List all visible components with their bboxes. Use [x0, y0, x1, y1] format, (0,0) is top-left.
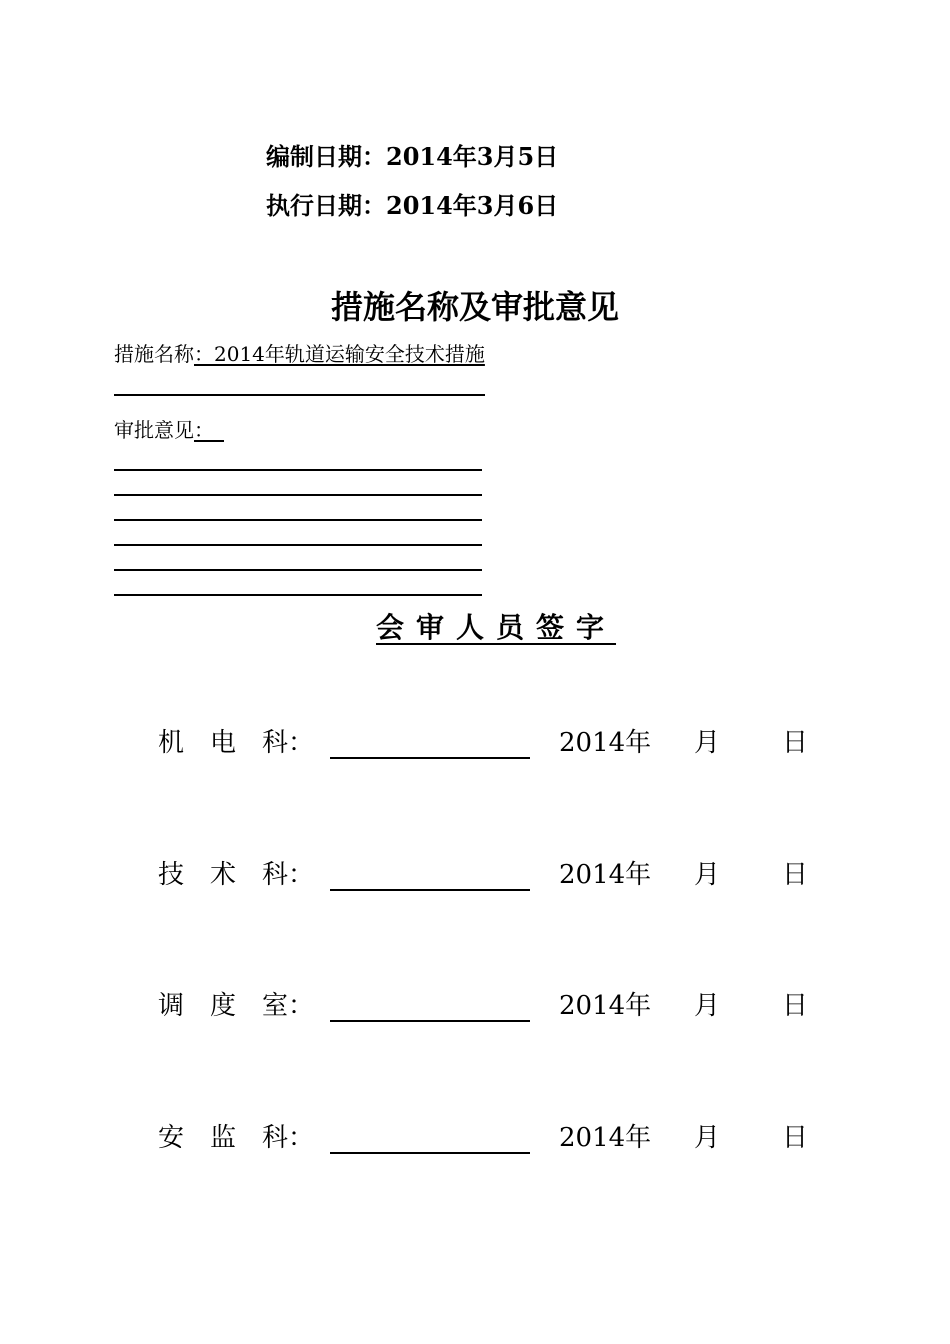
- signature-day: 日: [782, 728, 809, 758]
- execution-date: 执行日期：2014年3月6日: [266, 191, 559, 220]
- compile-date: 编制日期：2014年3月5日: [266, 142, 559, 171]
- measure-name-label: 措施名称: [114, 342, 194, 366]
- signature-dept: 安 监 科：: [158, 1123, 315, 1153]
- signature-section-title: 会审人员签字: [376, 611, 617, 644]
- signature-blank[interactable]: [330, 889, 530, 891]
- signature-year: 2014年: [559, 728, 652, 758]
- approval-opinion-value: ：_: [194, 418, 224, 442]
- signature-year: 2014年: [559, 1123, 652, 1153]
- signature-dept: 技 术 科：: [158, 860, 315, 890]
- signature-day: 日: [782, 860, 809, 890]
- signature-blank[interactable]: [330, 1020, 530, 1022]
- signature-dept: 机 电 科：: [158, 728, 315, 758]
- signature-day: 日: [782, 1123, 809, 1153]
- signature-month: 月: [694, 728, 721, 758]
- approval-rule-5: [114, 569, 482, 571]
- approval-rule-1: [114, 469, 482, 471]
- approval-rule-3: [114, 519, 482, 521]
- measure-name-line: [114, 338, 485, 367]
- measure-name-value: ：2014年轨道运输安全技术措施: [194, 342, 485, 366]
- signature-month: 月: [694, 1123, 721, 1153]
- approval-opinion-line: [114, 414, 224, 443]
- signature-blank[interactable]: [330, 1152, 530, 1154]
- signature-row: [0, 722, 950, 762]
- signature-row: [0, 1117, 950, 1157]
- signature-year: 2014年: [559, 860, 652, 890]
- approval-opinion-label: 审批意见: [114, 418, 194, 442]
- approval-rule-2: [114, 494, 482, 496]
- signature-year: 2014年: [559, 991, 652, 1021]
- signature-blank[interactable]: [330, 757, 530, 759]
- signature-dept: 调 度 室：: [158, 991, 315, 1021]
- page-title: 措施名称及审批意见: [330, 288, 619, 326]
- measure-name-continuation-rule: [114, 394, 485, 396]
- signature-month: 月: [694, 860, 721, 890]
- signature-row: [0, 854, 950, 894]
- approval-rule-6: [114, 594, 482, 596]
- signature-month: 月: [694, 991, 721, 1021]
- signature-day: 日: [782, 991, 809, 1021]
- approval-rule-4: [114, 544, 482, 546]
- signature-row: [0, 985, 950, 1025]
